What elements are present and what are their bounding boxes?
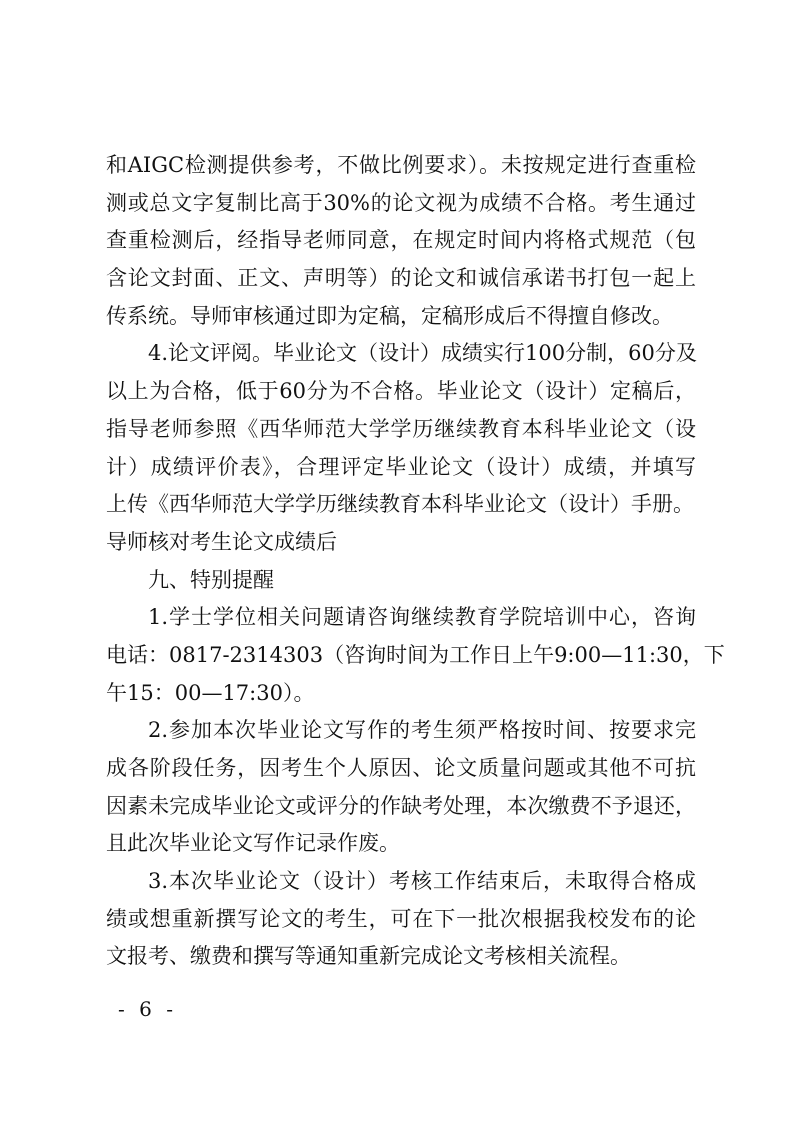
section-heading: 九、特别提醒: [148, 567, 274, 592]
paragraph-deadline-notice: [106, 712, 696, 863]
text-line: 4.论文评阅。毕业论文（设计）成绩实行100分制，60分及: [148, 341, 697, 366]
text-line: 传系统。导师审核通过即为定稿，定稿形成后不得擅自修改。: [106, 303, 673, 328]
text-line: 测或总文字复制比高于30%的论文视为成绩不合格。考生通过: [106, 190, 696, 215]
section-heading-special-reminder: [106, 562, 696, 600]
text-line: 文报考、缴费和撰写等通知重新完成论文考核相关流程。: [106, 944, 631, 969]
text-line: 午15：00—17:30）。: [106, 680, 315, 705]
text-line: 导师核对考生论文成绩后: [106, 529, 337, 554]
text-line: 计）成绩评价表》，合理评定毕业论文（设计）成绩，并填写: [106, 454, 696, 479]
text-line: 2.参加本次毕业论文写作的考生须严格按时间、按要求完: [148, 718, 696, 743]
text-line: 上传《西华师范大学学历继续教育本科毕业论文（设计）手册。: [106, 492, 694, 517]
page-number: - 6 -: [118, 997, 177, 1021]
text-line: 1.学士学位相关问题请咨询继续教育学院培训中心，咨询: [148, 605, 696, 630]
paragraph-thesis-review: [106, 335, 696, 561]
text-line: 绩或想重新撰写论文的考生，可在下一批次根据我校发布的论: [106, 906, 696, 931]
text-line: 含论文封面、正文、声明等）的论文和诚信承诺书打包一起上: [106, 266, 696, 291]
text-line: 3.本次毕业论文（设计）考核工作结束后，未取得合格成: [148, 869, 696, 894]
text-line: 和AIGC检测提供参考，不做比例要求）。未按规定进行查重检: [106, 153, 696, 177]
body-text: [106, 147, 725, 976]
text-line: 查重检测后，经指导老师同意，在规定时间内将格式规范（包: [106, 228, 696, 253]
paragraph-degree-inquiry: [106, 599, 725, 712]
paragraph-resubmission: [106, 863, 696, 976]
text-line: 以上为合格，低于60分为不合格。毕业论文（设计）定稿后，: [106, 379, 696, 404]
text-line: 指导老师参照《西华师范大学学历继续教育本科毕业论文（设: [106, 416, 696, 441]
text-line: 成各阶段任务，因考生个人原因、论文质量问题或其他不可抗: [106, 756, 696, 780]
text-line: 因素未完成毕业论文或评分的作缺考处理，本次缴费不予退还，: [106, 793, 696, 818]
text-line: 且此次毕业论文写作记录作废。: [106, 831, 400, 856]
paragraph-plagiarism-check: [106, 147, 696, 335]
text-line: 电话：0817-2314303（咨询时间为工作日上午9:00—11:30，下: [106, 642, 725, 667]
